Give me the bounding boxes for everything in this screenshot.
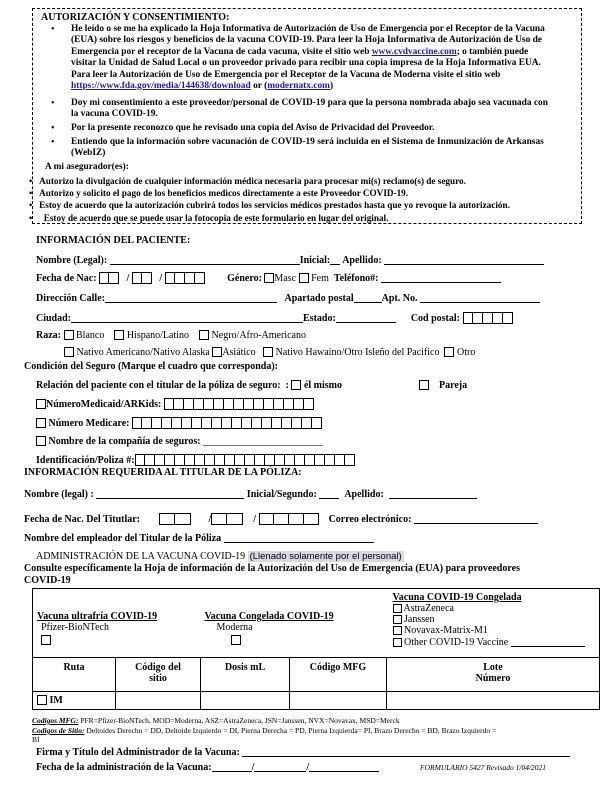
bullet-icon: • (51, 123, 55, 134)
text-span: Emergencia por el receptor de la Vacuna de cada vacuna, visite el sitio web (71, 46, 372, 57)
text-span: ; o también puede (456, 46, 529, 57)
modernatx-link[interactable]: modernatx.com (267, 81, 330, 92)
holder-email-field[interactable] (414, 513, 538, 524)
text-line: sitio (149, 673, 167, 684)
apt-field[interactable] (420, 292, 540, 303)
mfg-codes-text: PFR=Pfizer-BioNTech, MOD=Moderna, ASZ=AstraZeneca, JSN=Janssen, NVX=Novavax, MSD=Merck (78, 716, 400, 725)
janssen-label: Janssen (404, 614, 435, 625)
company-label: Nombre de la compañía de seguros: (48, 436, 201, 447)
staff-only-badge: (Llenado solamente por el personal) (249, 551, 402, 562)
text-line: visitar la Unidad de Salud Local o un proveedor privado para recibir una copia impresa de la Hoja Informativa EUA. (71, 58, 541, 69)
vaccine-table (32, 588, 600, 710)
initial-label: Inicial: (299, 255, 331, 266)
cvdvaccine-link[interactable]: www.cvdvaccine.com (371, 46, 457, 57)
text-line: (EUA) sobre los riesgos y beneficios de la vacuna COVID-19. Para leer la Hoja Informativa de Autorización de Uso de (71, 35, 542, 46)
site-header (116, 658, 201, 692)
text-line: Lote (483, 662, 503, 673)
medicaid-checkbox[interactable] (36, 399, 46, 409)
text-line: Consulte específicamente la Hoja de información de la Autorización del Uso de Emergencia (EUA) para proveedores (24, 563, 520, 574)
lot-cell[interactable] (387, 692, 600, 710)
state-field[interactable] (336, 312, 396, 323)
race-option: Otro (456, 347, 476, 358)
insurer-item: • Estoy de acuerdo que se puede usar la fotocopia de este formulario en lugar del original. (29, 212, 389, 223)
relation-label: Relación del paciente con el titular de la póliza de seguro: (36, 380, 281, 391)
text-line: Número (475, 673, 511, 684)
masc-checkbox[interactable] (264, 273, 274, 283)
initial-field[interactable] (330, 254, 340, 265)
race-checkbox[interactable] (444, 347, 454, 357)
admin-date-row (36, 761, 379, 773)
insurer-item: • Autorizo y solicito el pago de los beneficios medicos directamente a este Proveedor COVID-19. (29, 188, 409, 199)
moderna-checkbox[interactable] (231, 635, 241, 645)
holder-employer-field[interactable] (224, 532, 374, 543)
route-header: Ruta (33, 658, 116, 692)
address-label: Dirección Calle: (36, 293, 105, 304)
race-option: Blanco (76, 330, 105, 341)
zip-label: Cod postal: (410, 313, 460, 324)
text-line: BI (32, 735, 40, 744)
text-span: ) (329, 81, 334, 92)
holder-initial-label: Inicial/Segundo: (246, 489, 317, 500)
date-month-field[interactable] (212, 761, 252, 772)
last-name-label: Apellido: (342, 255, 382, 266)
holder-employer-label: Nombre del empleador del Titular de la Póliza (24, 533, 222, 544)
medicare-label: Número Medicare: (48, 418, 130, 429)
patient-name-row (36, 254, 544, 266)
holder-heading: INFORMACIÓN REQUERIDA AL TITULAR DE LA PÓLIZA: (24, 467, 302, 478)
im-checkbox[interactable] (37, 695, 47, 705)
site-codes-label: Codigos de Sitio: (32, 726, 85, 735)
text-span: Estoy de acuerdo que la autorización cubrirá todos los servicios médicos prestados hasta que yo revoque la autorización. (39, 200, 510, 211)
dob-label: Fecha de Nac: (36, 273, 97, 284)
holder-dob-day[interactable] (208, 513, 243, 525)
astrazeneca-label: AstraZeneca (403, 603, 454, 614)
text-span: Para leer la Autorización de Uso de Emergencia por el Receptor de la Vacuna de Moderna visite el sitio web (71, 69, 501, 80)
company-row (36, 435, 323, 447)
slash: / (306, 762, 310, 773)
race-checkbox[interactable] (64, 347, 74, 357)
text-line (71, 81, 545, 92)
insurance-heading: Condición del Seguro (Marque el cuadro que corresponda): (24, 361, 278, 372)
policy-label: Identificación/Poliza #: (36, 455, 135, 466)
consent-bullet-2 (71, 98, 548, 121)
date-year-field[interactable] (309, 761, 379, 772)
mfg-cell[interactable] (290, 692, 387, 710)
admin-heading-row (36, 551, 404, 562)
site-cell[interactable] (116, 692, 201, 710)
dob-year-boxes[interactable] (165, 272, 205, 284)
name-label: Nombre (Legal): (36, 255, 108, 266)
consent-bullet-4 (71, 137, 544, 160)
medicare-checkbox[interactable] (36, 418, 46, 428)
relation-row (36, 380, 467, 391)
insurer-item: • Autorizo la divulgación de cualquier información médica necesaria para procesar mi(s) reclamo(s) de seguro. (29, 176, 466, 186)
bullet-icon: • (51, 98, 55, 109)
colon: : (285, 380, 289, 391)
slash: / (253, 514, 257, 525)
moderna-label: Moderna (216, 622, 253, 633)
frozen2-title: Vacuna COVID-19 Congelada (392, 592, 522, 603)
astrazeneca-checkbox[interactable] (393, 604, 402, 613)
holder-last-label: Apellido: (344, 489, 384, 500)
race-row-1 (36, 330, 306, 341)
policy-row (36, 454, 355, 466)
other-vaccine-checkbox[interactable] (393, 638, 402, 647)
im-label: IM (49, 695, 63, 706)
race-checkbox[interactable] (212, 347, 222, 357)
dob-month-boxes[interactable] (99, 272, 119, 284)
mfg-header: Código MFG (290, 658, 387, 692)
fem-checkbox[interactable] (299, 273, 309, 283)
race-option: Nativo Hawaino/Otro Isleño del Pacifico (275, 347, 440, 358)
fem-label: Fem (311, 273, 329, 284)
medicare-boxes[interactable] (132, 417, 322, 429)
slash: / (159, 273, 163, 284)
race-option: Negro/Afro-Americano (211, 330, 306, 341)
race-option: Asiático (222, 347, 256, 358)
text-line (71, 47, 545, 58)
phone-field[interactable] (381, 272, 501, 283)
insurer-item: • Estoy de acuerdo que la autorización cubrirá todos los servicios médicos prestados hasta que yo revoque la autorización. (29, 200, 510, 211)
pobox-label: Apartado postal (284, 293, 354, 304)
phone-label: Teléfono#: (333, 273, 379, 284)
other-vaccine-field[interactable] (511, 636, 585, 647)
medicaid-label: NúmeroMedicaid/ARKids: (46, 399, 162, 410)
race-checkbox[interactable] (64, 330, 74, 340)
other-vaccine-label: Other COVID-19 Vaccine (404, 637, 509, 648)
text-line: Código del (135, 662, 181, 673)
consent-bullet-1 (71, 24, 545, 92)
holder-email-label: Correo electrónico: (328, 514, 412, 525)
site-codes-text: Deltoides Derecho = DD, Deltoide Izquierdo = DI, Pierna Derecha = PD, Pierna Izquierda= PI, Brazo Derecho = BD, Brazo Izquierdo = (84, 726, 497, 735)
race-row-2 (64, 347, 475, 358)
text-line (71, 70, 545, 81)
race-option: Nativo Americano/Nativo Alaska (76, 347, 210, 358)
bullet-icon: • (51, 137, 55, 148)
holder-name-label: Nombre (legal) : (24, 489, 94, 500)
text-span: or ( (250, 81, 268, 92)
pfizer-label: Pfizer-BioNTech (41, 622, 109, 633)
text-line: (WebIZ) (71, 148, 106, 159)
slash: / (251, 762, 255, 773)
state-label: Estado: (303, 313, 336, 324)
form-id: FORMULARIO 5427 Revisado 1/04/2021 (420, 763, 547, 772)
holder-dob-month[interactable] (159, 513, 191, 525)
address-field[interactable] (105, 292, 277, 303)
mfg-codes (32, 716, 400, 725)
text-line: He leído o se me ha explicado la Hoja Informativa de Autorización de Uso de Emergencia por el Receptor de la Vacuna (71, 24, 545, 34)
text-span: Autorizo la divulgación de cualquier información médica necesaria para procesar mi(s) reclamo(s) de seguro. (39, 176, 466, 186)
janssen-checkbox[interactable] (393, 615, 402, 624)
masc-label: Masc (274, 273, 297, 284)
bullet-icon: • (51, 24, 55, 35)
gender-label: Género: (227, 273, 262, 284)
insurer-label: A mi asegurador(es): (45, 162, 129, 172)
medicaid-boxes[interactable] (164, 398, 314, 410)
race-checkbox[interactable] (199, 330, 209, 340)
race-checkbox[interactable] (114, 330, 124, 340)
novavax-checkbox[interactable] (393, 626, 402, 635)
text-line: Entiendo que la información sobre vacunación de COVID-19 será incluida en el Sistema de Inmunización de Arkansas (71, 137, 544, 147)
zip-boxes[interactable] (463, 312, 513, 324)
holder-dob-year[interactable] (259, 513, 319, 525)
admin-consult (24, 563, 520, 587)
pfizer-checkbox[interactable] (41, 635, 51, 645)
holder-initial-field[interactable] (319, 488, 339, 499)
ultra-cell (33, 589, 201, 658)
novavax-label: Novavax-Matrix-M1 (404, 625, 488, 636)
last-name-field[interactable] (384, 254, 544, 265)
medicare-row (36, 417, 322, 429)
text-line: la vacuna COVID-19. (71, 109, 158, 120)
city-field[interactable] (71, 312, 303, 323)
race-checkbox[interactable] (263, 347, 273, 357)
company-field[interactable] (203, 435, 323, 446)
text-span: Autorizo y solicito el pago de los beneficios medicos directamente a este Proveedor COVID-19. (39, 188, 409, 199)
ultra-title: Vacuna ultrafría COVID-19 (37, 611, 158, 622)
signature-row (36, 746, 570, 758)
medicaid-row (36, 398, 314, 410)
frozen-title: Vacuna Congelada COVID-19 (204, 611, 334, 622)
signature-field[interactable] (242, 746, 570, 757)
race-option: Hispano/Latino (126, 330, 190, 341)
mfg-codes-label: Codigos MFG: (32, 716, 79, 725)
patient-city-row (36, 312, 513, 324)
admin-date-label: Fecha de la administración de la Vacuna: (36, 762, 212, 773)
holder-name-row (24, 488, 477, 500)
date-day-field[interactable] (251, 761, 306, 773)
name-field[interactable] (110, 254, 300, 265)
holder-dob-label: Fecha de Nac. Del Titutlar: (24, 514, 141, 525)
race-label: Raza: (36, 330, 61, 341)
signature-label: Firma y Título del Administrador de la Vacuna: (36, 747, 240, 758)
admin-heading: ADMINISTRACIÓN DE LA VACUNA COVID-19 (36, 551, 246, 562)
self-checkbox[interactable] (291, 380, 301, 390)
partner-checkbox[interactable] (419, 380, 429, 390)
apt-label: Apt. No. (381, 293, 418, 304)
consent-bullet-3: Por la presente reconozco que he revisado una copia del Aviso de Privacidad del Proveedor. (71, 123, 435, 133)
partner-label: Pareja (439, 380, 468, 391)
holder-employer-row (24, 532, 374, 544)
frozen-cell (201, 589, 387, 658)
holder-name-field[interactable] (96, 488, 244, 499)
slash: / (208, 514, 212, 525)
pobox-field[interactable] (354, 292, 382, 303)
slash: / (126, 273, 130, 284)
patient-heading: INFORMACIÓN DEL PACIENTE: (36, 235, 191, 246)
patient-address-row (36, 292, 540, 304)
text-line: COVID-19 (24, 575, 71, 586)
lot-header (387, 658, 600, 692)
insurer-list (29, 175, 510, 224)
route-cell (33, 692, 116, 710)
dose-cell[interactable] (201, 692, 290, 710)
consent-box (29, 8, 582, 224)
consent-title: AUTORIZACIÓN Y CONSENTIMIENTO: (41, 12, 230, 23)
patient-dob-row (36, 272, 501, 284)
policy-boxes[interactable] (135, 454, 355, 466)
holder-last-field[interactable] (389, 488, 477, 499)
text-span: Estoy de acuerdo que se puede usar la fotocopia de este formulario en lugar del original. (43, 212, 389, 223)
dose-header: Dosis mL (201, 658, 290, 692)
fda-link[interactable]: https://www.fda.gov/media/144638/download (71, 81, 251, 92)
city-label: Ciudad: (36, 313, 72, 324)
text-line: Doy mi consentimiento a este proveedor/personal de COVID-19 para que la persona nombrada abajo sea vacunada con (71, 98, 548, 108)
dob-day-boxes[interactable] (132, 272, 152, 284)
company-checkbox[interactable] (36, 436, 46, 446)
site-codes (32, 726, 496, 744)
holder-dob-row (24, 513, 538, 525)
frozen2-cell (387, 589, 600, 658)
self-label: él mismo (303, 380, 342, 391)
